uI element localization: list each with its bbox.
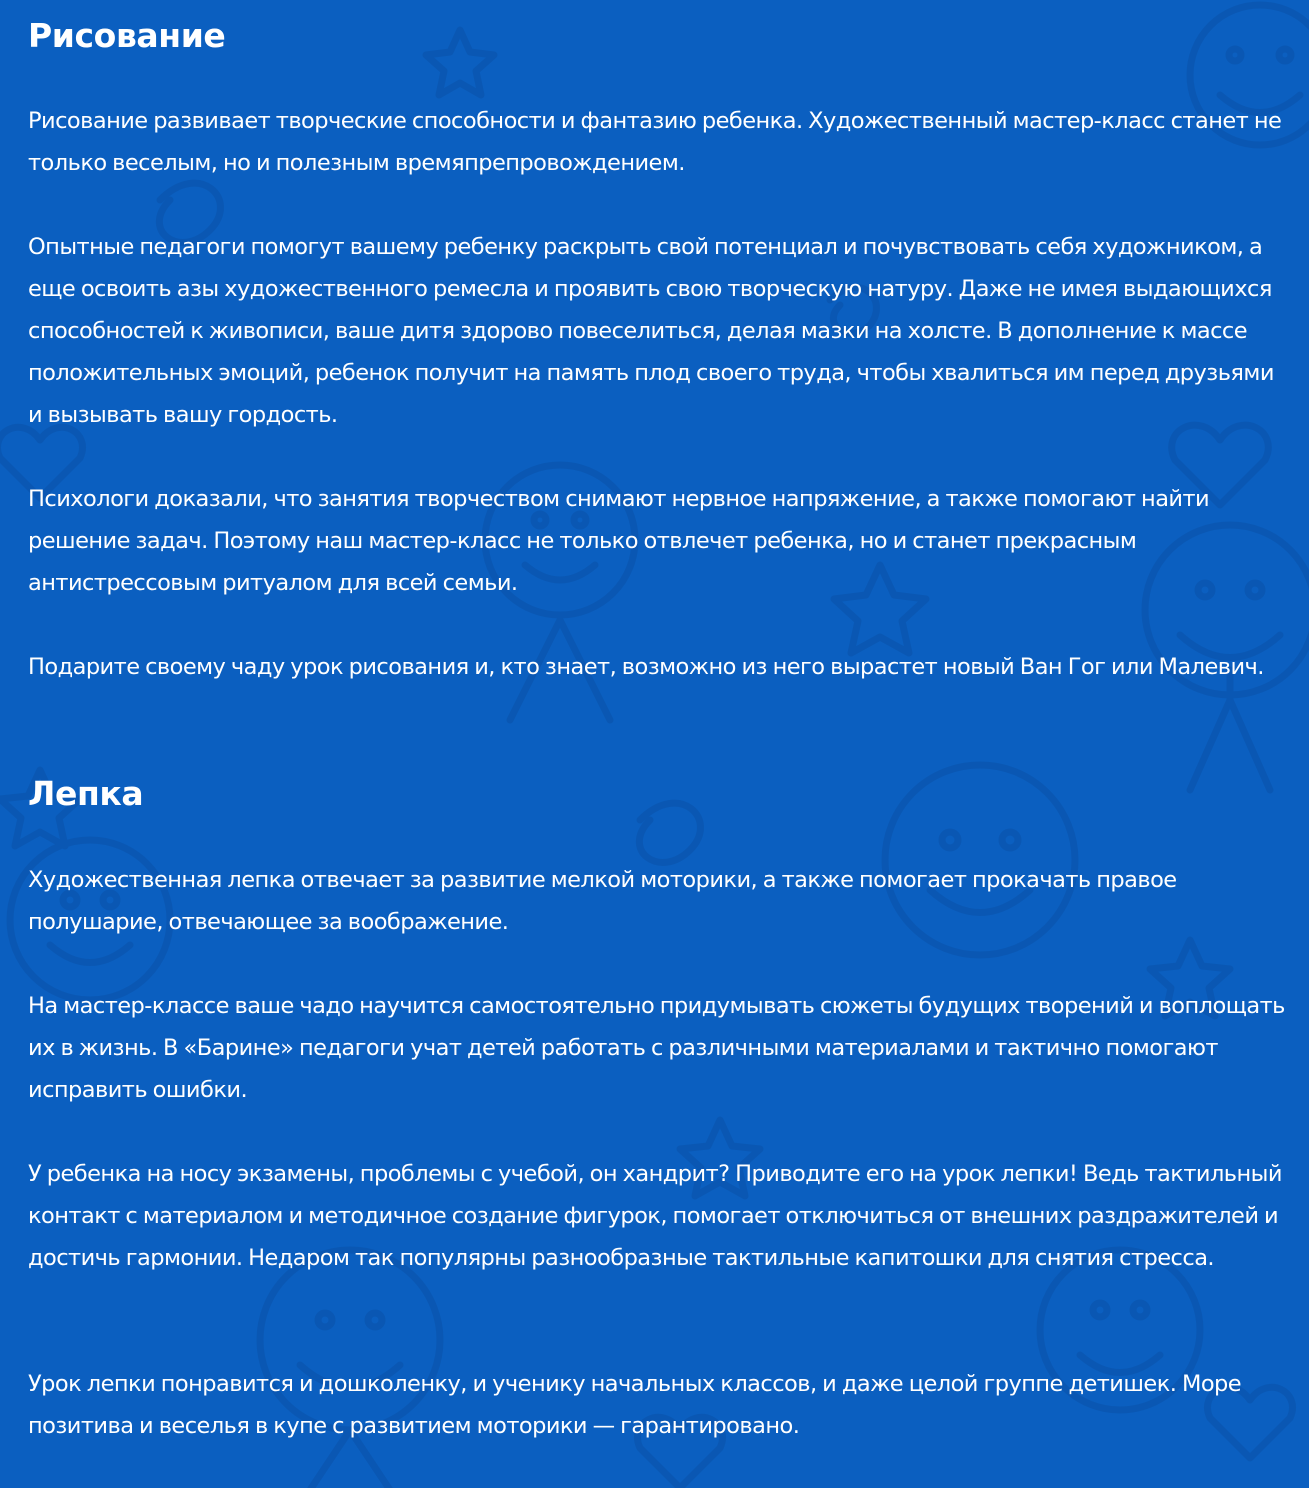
modeling-paragraph-2: На мастер-классе ваше чадо научится самостоятельно придумывать сюжеты будущих творений и воплощать их в жизнь. В «Барине» педагоги учат детей работать с различными материалами и тактично помогают исправить ошибки.	[28, 993, 1285, 1103]
stick-figure-icon	[1190, 670, 1270, 790]
drawing-paragraph-1: Рисование развивает творческие способности и фантазию ребенка. Художественный мастер-класс станет не только веселым, но и полезным времяпрепровождением.	[28, 108, 1282, 176]
modeling-paragraph-4: Урок лепки понравится и дошколенку, и ученику начальных классов, и даже целой группе детишек. Море позитива и веселья в купе с развитием моторики — гарантировано.	[28, 1371, 1242, 1439]
star-icon	[426, 30, 494, 95]
swirl-icon	[639, 803, 700, 862]
section-heading-drawing: Рисование	[28, 16, 226, 55]
drawing-paragraph-4: Подарите своему чаду урок рисования и, кто знает, возможно из него вырастет новый Ван Гог или Малевич.	[28, 654, 1264, 680]
drawing-paragraph-2: Опытные педагоги помогут вашему ребенку раскрыть свой потенциал и почувствовать себя художником, а еще освоить азы художественного ремесла и проявить свою творческую натуру. Даже не имея выдающихся способностей к живописи, ваше дитя здорово повеселиться, делая мазки на холсте. В дополнение к массе положительных эмоций, ребенок получит на память плод своего труда, чтобы хвалиться им перед друзьями и вызывать вашу гордость.	[28, 234, 1274, 428]
drawing-paragraph-3: Психологи доказали, что занятия творчеством снимают нервное напряжение, а также помогают найти решение задач. Поэтому наш мастер-класс не только отвлечет ребенка, но и станет прекрасным антистрессовым ритуалом для всей семьи.	[28, 486, 1210, 596]
modeling-paragraph-3: У ребенка на носу экзамены, проблемы с учебой, он хандрит? Приводите его на урок лепки! Ведь тактильный контакт с материалом и методичное создание фигурок, помогает отключиться от внешних раздражителей и достичь гармонии. Недаром так популярны разнообразные тактильные капитошки для снятия стресса.	[28, 1161, 1282, 1271]
section-heading-modeling: Лепка	[28, 774, 144, 813]
modeling-paragraph-1: Художественная лепка отвечает за развитие мелкой моторики, а также помогает прокачать правое полушарие, отвечающее за воображение.	[28, 867, 1177, 935]
